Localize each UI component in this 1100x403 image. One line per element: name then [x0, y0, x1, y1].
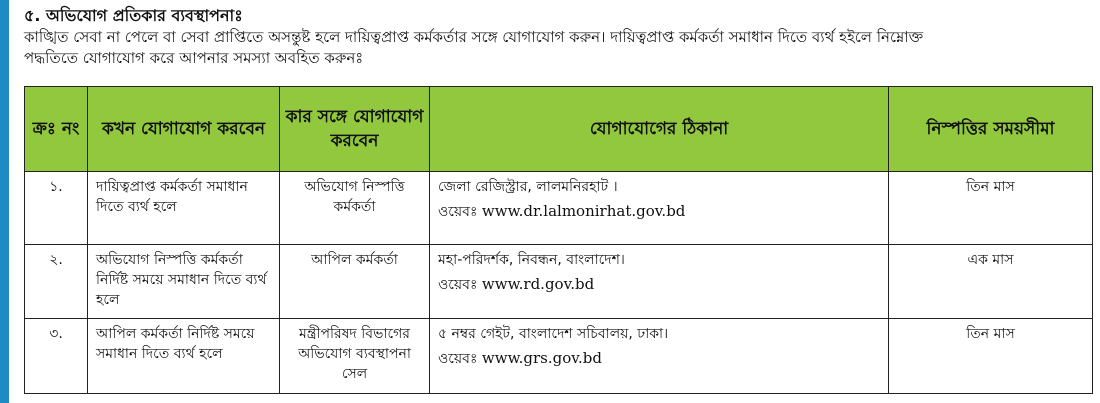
- header-timeline: নিস্পত্তির সময়সীমা: [889, 87, 1093, 172]
- grievance-table: [24, 86, 1093, 394]
- row-address: জেলা রেজিস্ট্রার, লালমনিরহাট ।: [438, 178, 618, 195]
- header-when: কখন যোগাযোগ করবেন: [88, 87, 280, 172]
- left-accent-bar: [0, 0, 9, 403]
- row-web: [438, 348, 880, 369]
- row-timeline: তিন মাস: [889, 319, 1093, 394]
- table-row: [25, 244, 1093, 319]
- row-address: ৫ নম্বর গেইট, বাংলাদেশ সচিবালয়, ঢাকা।: [438, 326, 669, 343]
- intro-line-1: কাঙ্খিত সেবা না পেলে বা সেবা প্রাপ্তিতে অসন্তুষ্ট হলে দায়িত্বপ্রাপ্ত কর্মকর্তার সঙ্গে যোগাযোগ করুন। দায়িত্বপ্রাপ্ত কর্মকর্তা সমাধান দিতে ব্যর্থ হইলে নিম্নোক্ত: [24, 28, 924, 46]
- web-link[interactable]: www.rd.gov.bd: [481, 274, 595, 293]
- row-when: দায়িত্বপ্রাপ্ত কর্মকর্তা সমাধান দিতে ব্যর্থ হলে: [88, 171, 280, 244]
- row-timeline: এক মাস: [889, 244, 1093, 319]
- web-label: ওয়েবঃ: [438, 351, 478, 368]
- row-serial: ১.: [25, 171, 88, 244]
- header-who: কার সঙ্গে যোগাযোগ করবেন: [280, 87, 430, 172]
- web-link[interactable]: www.dr.lalmonirhat.gov.bd: [481, 201, 686, 220]
- row-when: অভিযোগ নিস্পত্তি কর্মকর্তা নির্দিষ্ট সময়ে সমাধান দিতে ব্যর্থ হলে: [88, 244, 280, 319]
- intro-paragraph: [24, 27, 1092, 69]
- web-label: ওয়েবঃ: [438, 203, 478, 220]
- table-row: [25, 171, 1093, 244]
- intro-line-2: পদ্ধতিতে যোগাযোগ করে আপনার সমস্যা অবহিত করুনঃ: [24, 49, 364, 67]
- row-serial: ৩.: [25, 319, 88, 394]
- row-serial: ২.: [25, 244, 88, 319]
- row-who: অভিযোগ নিস্পত্তি কর্মকর্তা: [280, 171, 430, 244]
- header-address: যোগাযোগের ঠিকানা: [430, 87, 889, 172]
- row-address-cell: [430, 244, 889, 319]
- table-row: [25, 319, 1093, 394]
- row-who: আপিল কর্মকর্তা: [280, 244, 430, 319]
- row-web: [438, 201, 880, 222]
- row-address-cell: [430, 319, 889, 394]
- header-serial: ক্রঃ নং: [25, 87, 88, 172]
- table-header-row: [25, 87, 1093, 172]
- row-address: মহা-পরিদর্শক, নিবন্ধন, বাংলাদেশ।: [438, 251, 625, 268]
- row-who: মন্ত্রীপরিষদ বিভাগের অভিযোগ ব্যবস্থাপনা সেল: [280, 319, 430, 394]
- web-link[interactable]: www.grs.gov.bd: [481, 349, 602, 368]
- section-title: ৫. অভিযোগ প্রতিকার ব্যবস্থাপনাঃ: [24, 6, 243, 25]
- web-label: ওয়েবঃ: [438, 276, 478, 293]
- row-timeline: তিন মাস: [889, 171, 1093, 244]
- section-text: [24, 6, 1092, 69]
- row-when: আপিল কর্মকর্তা নির্দিষ্ট সময়ে সমাধান দিতে ব্যর্থ হলে: [88, 319, 280, 394]
- row-web: [438, 274, 880, 295]
- row-address-cell: [430, 171, 889, 244]
